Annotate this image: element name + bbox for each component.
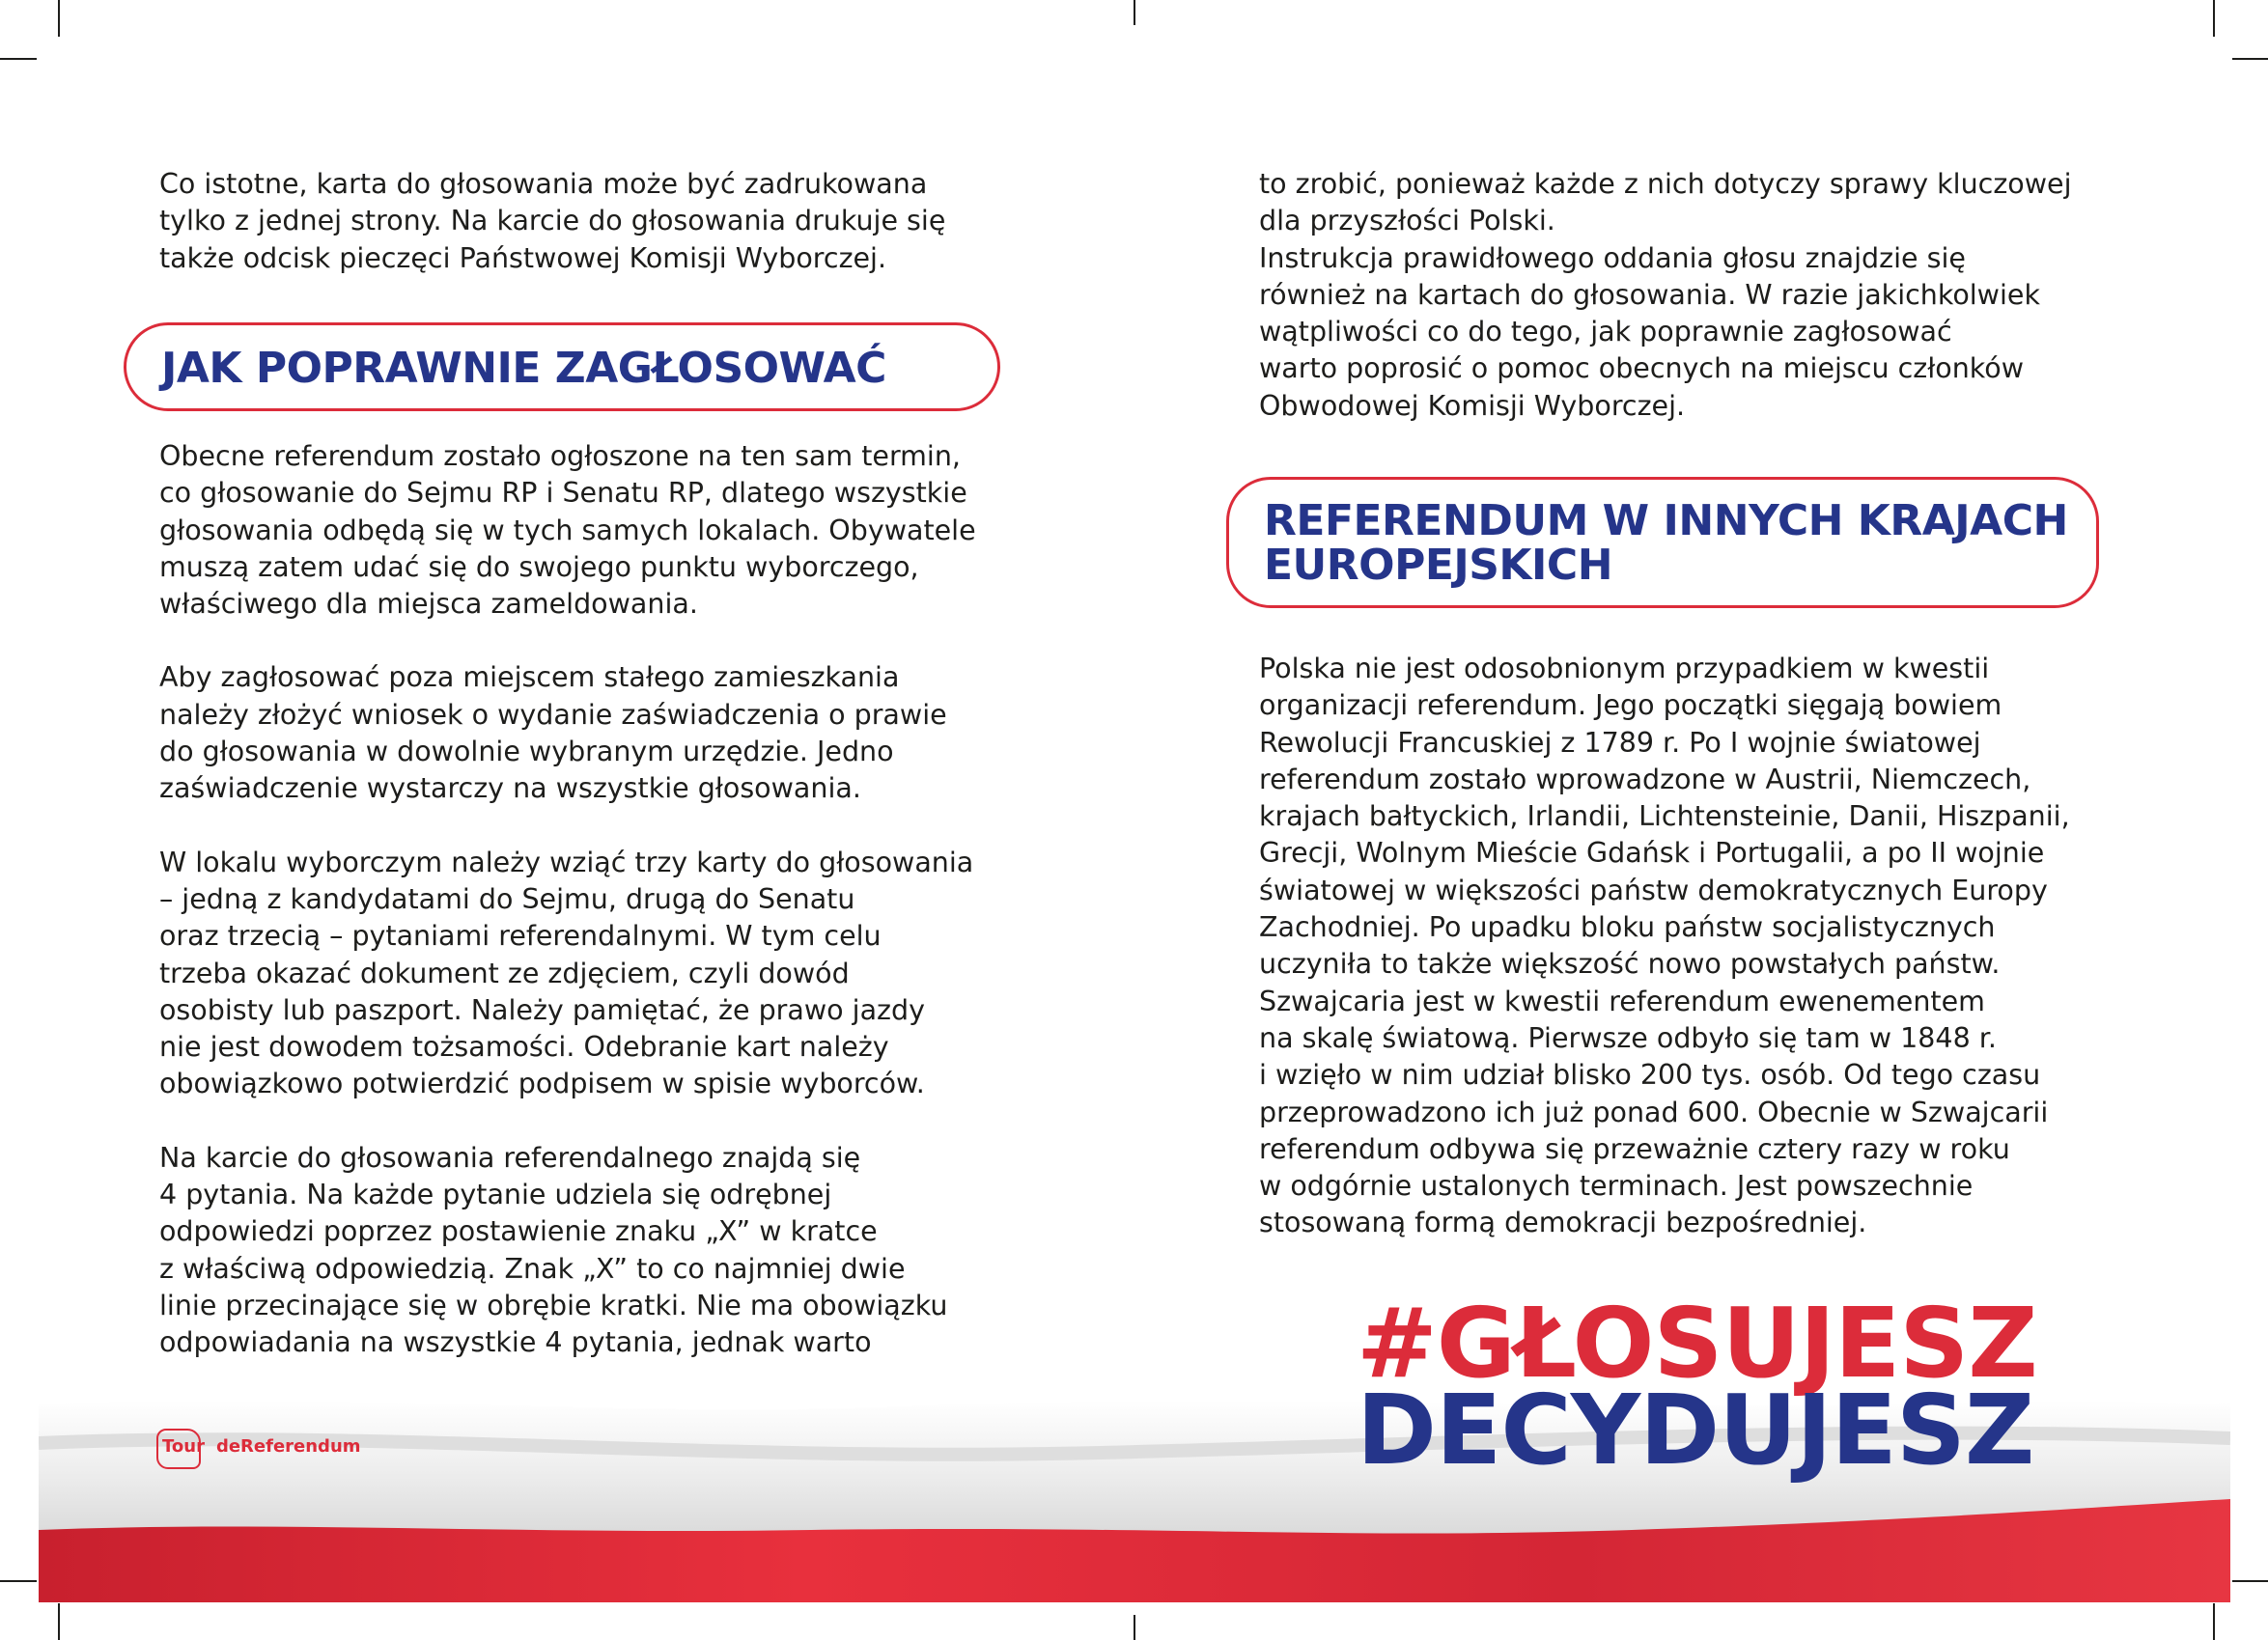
text-line: Aby zagłosować poza miejscem stałego zamieszkania xyxy=(159,661,900,694)
text-line: Obwodowej Komisji Wyborczej. xyxy=(1259,389,1686,422)
crop-mark xyxy=(0,58,37,60)
crop-mark xyxy=(58,0,60,37)
text-line: organizacji referendum. Jego początki sięgają bowiem xyxy=(1259,689,2002,722)
slogan-line1: #GŁOSUJESZ xyxy=(1357,1287,2037,1400)
section-heading-line2: EUROPEJSKICH xyxy=(1264,541,1613,590)
text-line: obowiązkowo potwierdzić podpisem w spisie wyborców. xyxy=(159,1068,925,1100)
text-line: odpowiadania na wszystkie 4 pytania, jednak warto xyxy=(159,1326,872,1359)
crop-mark xyxy=(2232,1580,2268,1582)
text-line: dla przyszłości Polski. xyxy=(1259,205,1555,237)
text-line: co głosowanie do Sejmu RP i Senatu RP, dlatego wszystkie xyxy=(159,477,967,510)
text-line: stosowaną formą demokracji bezpośredniej. xyxy=(1259,1207,1867,1239)
text-line: wątpliwości co do tego, jak poprawnie zagłosować xyxy=(1259,316,1952,348)
text-line: trzeba okazać dokument ze zdjęciem, czyli dowód xyxy=(159,957,850,989)
crop-mark xyxy=(2232,58,2268,60)
text-line: światowej w większości państw demokratycznych Europy xyxy=(1259,874,2048,906)
text-line: Szwajcaria jest w kwestii referendum ewenementem xyxy=(1259,985,1985,1017)
slogan-line2: DECYDUJESZ xyxy=(1357,1374,2034,1487)
crop-mark xyxy=(1134,1615,1135,1640)
text-line: Zachodniej. Po upadku bloku państw socjalistycznych xyxy=(1259,911,1996,944)
text-line: Rewolucji Francuskiej z 1789 r. Po I wojnie światowej xyxy=(1259,726,1981,759)
text-line: i wzięło w nim udział blisko 200 tys. osób. Od tego czasu xyxy=(1259,1059,2041,1092)
text-line: do głosowania w dowolnie wybranym urzędzie. Jedno xyxy=(159,736,894,768)
text-line: linie przecinające się w obrębie kratki. Nie ma obowiązku xyxy=(159,1289,948,1321)
crop-mark xyxy=(58,1603,60,1640)
text-line: uczyniła to także większość nowo powstałych państw. xyxy=(1259,948,2001,981)
section-heading: JAK POPRAWNIE ZAGŁOSOWAĆ xyxy=(161,344,886,393)
text-line: osobisty lub paszport. Należy pamiętać, że prawo jazdy xyxy=(159,993,925,1026)
text-line: muszą zatem udać się do swojego punktu wyborczego, xyxy=(159,550,919,583)
text-line: Obecne referendum zostało ogłoszone na ten sam termin, xyxy=(159,440,961,472)
text-line: 4 pytania. Na każde pytanie udziela się odrębnej xyxy=(159,1179,832,1211)
text-line: właściwego dla miejsca zameldowania. xyxy=(159,588,698,621)
text-line: oraz trzecią – pytaniami referendalnymi. W tym celu xyxy=(159,920,882,953)
text-line: W lokalu wyborczym należy wziąć trzy karty do głosowania xyxy=(159,846,974,878)
text-line: zaświadczenie wystarczy na wszystkie głosowania. xyxy=(159,772,861,805)
text-line: również na kartach do głosowania. W razie jakichkolwiek xyxy=(1259,278,2040,311)
crop-mark xyxy=(1134,0,1135,25)
text-line: głosowania odbędą się w tych samych lokalach. Obywatele xyxy=(159,514,976,546)
right-continuation xyxy=(1259,166,2147,425)
text-line: Co istotne, karta do głosowania może być zadrukowana xyxy=(159,168,928,200)
crop-mark xyxy=(0,1580,37,1582)
crop-mark xyxy=(2213,1603,2215,1640)
poland-outline-icon xyxy=(156,1429,201,1469)
text-line: Na karcie do głosowania referendalnego znajdą się xyxy=(159,1141,861,1174)
left-intro xyxy=(159,166,1009,277)
text-line: – jedną z kandydatami do Sejmu, drugą do Senatu xyxy=(159,882,855,915)
text-line: warto poprosić o pomoc obecnych na miejscu członków xyxy=(1259,352,2025,385)
text-line: nie jest dowodem tożsamości. Odebranie kart należy xyxy=(159,1031,889,1064)
text-line: krajach bałtyckich, Irlandii, Lichtensteinie, Danii, Hiszpanii, xyxy=(1259,800,2070,833)
text-line: należy złożyć wniosek o wydanie zaświadczenia o prawie xyxy=(159,698,947,731)
text-line: w odgórnie ustalonych terminach. Jest powszechnie xyxy=(1259,1170,1974,1203)
text-line: tylko z jednej strony. Na karcie do głosowania drukuje się xyxy=(159,205,946,237)
text-line: także odcisk pieczęci Państwowej Komisji Wyborczej. xyxy=(159,241,887,274)
section-heading-box-right xyxy=(1226,477,2099,608)
text-line: odpowiedzi poprzez postawienie znaku „X” w kratce xyxy=(159,1215,878,1248)
text-line: referendum zostało wprowadzone w Austrii, Niemczech, xyxy=(1259,763,2031,795)
text-line: Grecji, Wolnym Mieście Gdańsk i Portugalii, a po II wojnie xyxy=(1259,837,2045,870)
logo-text-tour: Tour xyxy=(162,1436,205,1457)
text-line: referendum odbywa się przeważnie cztery razy w roku xyxy=(1259,1132,2010,1165)
right-body xyxy=(1259,651,2167,1242)
left-body xyxy=(159,438,1028,1362)
section-heading-box-left xyxy=(124,322,1000,411)
tour-de-referendum-logo xyxy=(162,1436,361,1458)
text-line: Instrukcja prawidłowego oddania głosu znajdzie się xyxy=(1259,241,1966,274)
text-line: to zrobić, ponieważ każde z nich dotyczy sprawy kluczowej xyxy=(1259,168,2072,200)
text-line: z właściwą odpowiedzią. Znak „X” to co najmniej dwie xyxy=(159,1252,906,1285)
crop-mark xyxy=(2213,0,2215,37)
section-heading-line1: REFERENDUM W INNYCH KRAJACH xyxy=(1264,496,2068,545)
text-line: Polska nie jest odosobnionym przypadkiem w kwestii xyxy=(1259,653,1990,684)
logo-text-referendum: deReferendum xyxy=(215,1436,361,1457)
text-line: przeprowadzono ich już ponad 600. Obecnie w Szwajcarii xyxy=(1259,1096,2049,1128)
text-line: na skalę światową. Pierwsze odbyło się tam w 1848 r. xyxy=(1259,1021,1997,1054)
